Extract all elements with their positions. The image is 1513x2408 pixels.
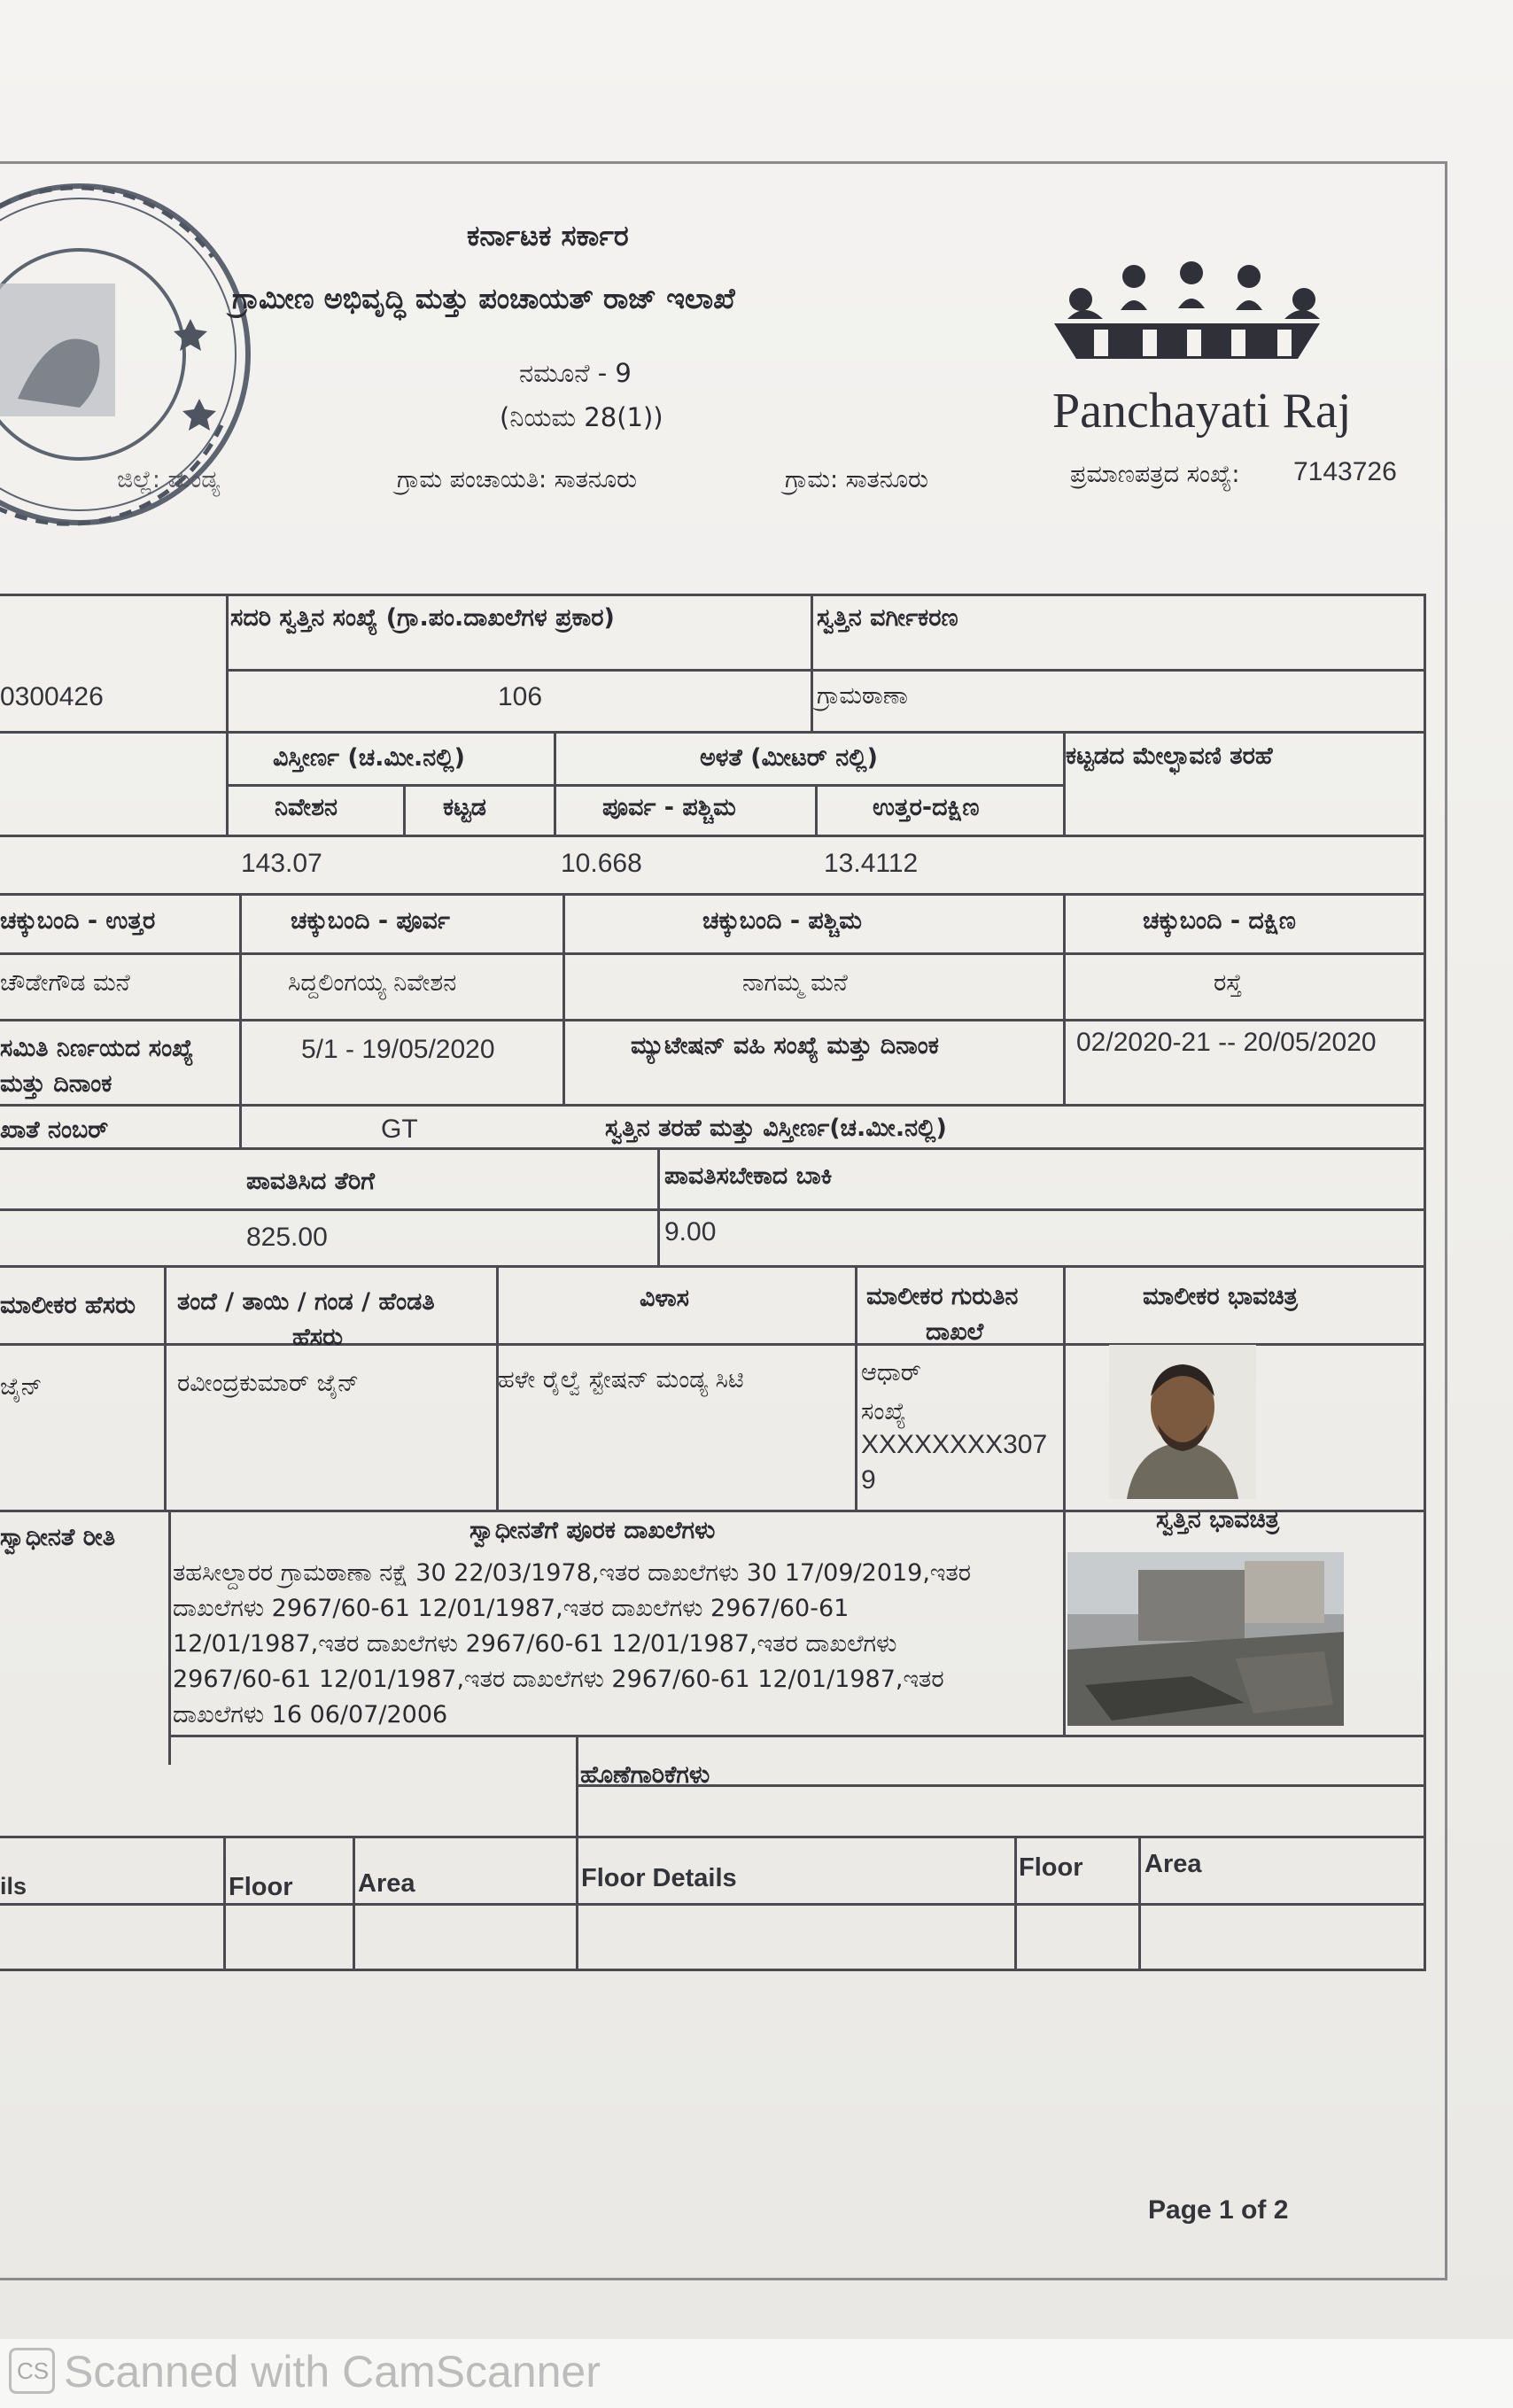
owner-name-label: ಮಾಲೀಕರ ಹೆಸರು	[0, 1292, 136, 1319]
area-header-1: Area	[358, 1869, 415, 1898]
parent-label: ತಂದೆ / ತಾಯಿ / ಗಂಡ / ಹೆಂಡತಿ	[177, 1288, 435, 1316]
supporting-docs-line-1: ತಹಸೀಲ್ದಾರರ ಗ್ರಾಮಠಾಣಾ ನಕ್ಷೆ 30 22/03/1978,ಇತರ ದಾಖಲೆಗಳು 30 17/09/2019,ಇತರ	[173, 1559, 972, 1587]
id-doc-label: ಮಾಲೀಕರ ಗುರುತಿನ	[866, 1283, 1019, 1310]
khata-label: ಖಾತೆ ನಂಬರ್	[0, 1116, 109, 1144]
id-type-2: ಸಂಖ್ಯೆ	[861, 1398, 906, 1425]
supporting-docs-line-4: 2967/60-61 12/01/1987,ಇತರ ದಾಖಲೆಗಳು 2967/60-61 12/01/1987,ಇತರ	[173, 1666, 944, 1693]
site-area-value: 143.07	[241, 849, 322, 878]
supporting-docs-line-2: ದಾಖಲೆಗಳು 2967/60-61 12/01/1987,ಇತರ ದಾಖಲೆಗಳು 2967/60-61	[173, 1595, 850, 1622]
site-label: ನಿವೇಶನ	[275, 794, 338, 821]
owner-address: ಹಳೇ ರೈಲ್ವೆ ಸ್ಟೇಷನ್ ಮಂಡ್ಯ ಸಿಟಿ	[498, 1366, 744, 1394]
tax-paid-value: 825.00	[246, 1223, 328, 1252]
department-title: ಗ್ರಾಮೀಣ ಅಭಿವೃದ್ಧಿ ಮತ್ತು ಪಂಚಾಯತ್ ರಾಜ್ ಇಲಾಖೆ	[232, 282, 735, 315]
east-west-label: ಪೂರ್ವ - ಪಶ್ಚಿಮ	[602, 794, 736, 821]
property-id: 0300426	[0, 682, 104, 711]
certificate-label: ಪ್ರಮಾಣಪತ್ರದ ಸಂಖ್ಯೆ:	[1070, 461, 1240, 488]
property-number: 106	[498, 682, 543, 711]
liabilities-label: ಹೊಣೆಗಾರಿಕೆಗಳು	[580, 1761, 710, 1789]
logo-text: Panchayati Raj	[1052, 384, 1352, 439]
area-label: ವಿಸ್ತೀರ್ಣ (ಚ.ಮೀ.ನಲ್ಲಿ)	[273, 744, 465, 772]
east-boundary: ಸಿದ್ದಲಿಂಗಯ್ಯ ನಿವೇಶನ	[288, 969, 457, 997]
government-title: ಕರ್ನಾಟಕ ಸರ್ಕಾರ	[467, 219, 629, 252]
tax-paid-label: ಪಾವತಿಸಿದ ತೆರಿಗೆ	[246, 1168, 375, 1195]
aadhaar-number-2: 9	[861, 1465, 876, 1495]
owner-photo-label: ಮಾಲೀಕರ ಭಾವಚಿತ್ರ	[1143, 1283, 1298, 1310]
resolution-label: ಸಮಿತಿ ನಿರ್ಣಯದ ಸಂಖ್ಯೆ	[0, 1035, 194, 1062]
supporting-docs-line-5: ದಾಖಲೆಗಳು 16 06/07/2006	[173, 1701, 448, 1728]
area-header-2: Area	[1144, 1850, 1202, 1878]
khata-value: GT	[381, 1115, 418, 1144]
floor-header-2: Floor	[1019, 1853, 1083, 1882]
mutation-value: 02/2020-21 -- 20/05/2020	[1076, 1028, 1377, 1057]
owner-name: ಜೈನ್	[0, 1373, 43, 1401]
tax-due-value: 9.00	[664, 1217, 717, 1247]
certificate-number: 7143726	[1293, 457, 1397, 486]
east-west-value: 10.668	[561, 849, 642, 878]
measure-label: ಅಳತೆ (ಮೀಟರ್ ನಲ್ಲಿ)	[700, 744, 878, 772]
property-type-label: ಸ್ವತ್ತಿನ ತರಹೆ ಮತ್ತು ವಿಸ್ತೀರ್ಣ(ಚ.ಮೀ.ನಲ್ಲಿ)	[605, 1115, 947, 1142]
panchayati-raj-logo	[1045, 257, 1346, 381]
property-class: ಗ್ರಾಮಠಾಣಾ	[817, 682, 908, 710]
property-class-label: ಸ್ವತ್ತಿನ ವರ್ಗೀಕರಣ	[817, 604, 958, 632]
building-label: ಕಟ್ಟಡ	[443, 794, 486, 821]
mutation-label: ಮ್ಯುಟೇಷನ್ ವಹಿ ಸಂಖ್ಯೆ ಮತ್ತು ದಿನಾಂಕ	[631, 1032, 939, 1060]
south-boundary: ರಸ್ತೆ	[1214, 969, 1242, 997]
parent-label-2: ಹೆಸರು	[292, 1324, 343, 1351]
camscanner-icon: CS	[9, 2348, 55, 2394]
floor-column-partial: ils	[0, 1873, 27, 1899]
scanner-watermark: Scanned with CamScanner	[64, 2347, 601, 2396]
north-boundary-label: ಚಕ್ಕುಬಂದಿ - ಉತ್ತರ	[0, 907, 156, 935]
resolution-value: 5/1 - 19/05/2020	[301, 1035, 495, 1064]
floor-header-1: Floor	[229, 1873, 293, 1901]
page-indicator: Page 1 of 2	[1148, 2195, 1289, 2225]
property-number-label: ಸದರಿ ಸ್ವತ್ತಿನ ಸಂಖ್ಯೆ (ಗ್ರಾ.ಪಂ.ದಾಖಲೆಗಳ ಪ್ರಕಾರ)	[230, 604, 615, 632]
north-south-label: ಉತ್ತರ-ದಕ್ಷಿಣ	[873, 794, 980, 821]
west-boundary-label: ಚಕ್ಕುಬಂದಿ - ಪಶ್ಚಿಮ	[702, 907, 862, 935]
west-boundary: ನಾಗಮ್ಮ ಮನೆ	[742, 969, 848, 997]
south-boundary-label: ಚಕ್ಕುಬಂದಿ - ದಕ್ಷಿಣ	[1143, 907, 1296, 935]
form-number: ನಮೂನೆ - 9	[519, 358, 632, 388]
parent-name: ರವೀಂದ್ರಕುಮಾರ್ ಜೈನ್	[177, 1370, 360, 1397]
address-label: ವಿಳಾಸ	[640, 1285, 689, 1312]
official-seal	[0, 133, 266, 576]
property-photo	[1067, 1552, 1344, 1726]
resolution-date-label: ಮತ್ತು ದಿನಾಂಕ	[0, 1070, 113, 1098]
aadhaar-number: XXXXXXXX307	[861, 1430, 1048, 1459]
floor-details-header: Floor Details	[581, 1864, 737, 1892]
roof-type-label: ಕಟ್ಟಡದ ಮೇಲ್ಛಾವಣಿ ತರಹೆ	[1066, 742, 1273, 770]
acquisition-mode-label: ಸ್ವಾಧೀನತೆ ರೀತಿ	[0, 1524, 116, 1551]
id-doc-label-2: ದಾಖಲೆ	[926, 1318, 984, 1346]
north-south-value: 13.4112	[824, 849, 919, 878]
owner-photo	[1109, 1345, 1256, 1499]
property-photo-label: ಸ್ವತ್ತಿನ ಭಾವಚಿತ್ರ	[1156, 1506, 1280, 1534]
district-label: ಜಿಲ್ಲೆ: ಮಂಡ್ಯ	[117, 466, 221, 493]
village-name: ಗ್ರಾಮ: ಸಾತನೂರು	[785, 466, 928, 493]
id-type: ಆಧಾರ್	[861, 1359, 921, 1387]
supporting-docs-label: ಸ್ವಾಧೀನತೆಗೆ ಪೂರಕ ದಾಖಲೆಗಳು	[469, 1517, 716, 1544]
north-boundary: ಚೌಡೇಗೌಡ ಮನೆ	[0, 969, 130, 997]
rule-reference: (ನಿಯಮ 28(1))	[500, 402, 663, 432]
gram-panchayat: ಗ್ರಾಮ ಪಂಚಾಯತಿ: ಸಾತನೂರು	[397, 466, 638, 493]
tax-due-label: ಪಾವತಿಸಬೇಕಾದ ಬಾಕಿ	[664, 1162, 833, 1190]
supporting-docs-line-3: 12/01/1987,ಇತರ ದಾಖಲೆಗಳು 2967/60-61 12/01/1987,ಇತರ ದಾಖಲೆಗಳು	[173, 1630, 897, 1658]
east-boundary-label: ಚಕ್ಕುಬಂದಿ - ಪೂರ್ವ	[291, 907, 450, 935]
